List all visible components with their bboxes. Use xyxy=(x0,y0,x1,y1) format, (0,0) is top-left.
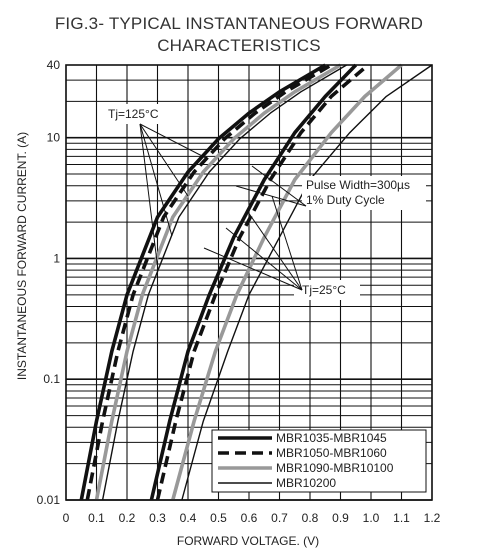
y-axis-label: INSTANTANEOUS FORWARD CURRENT. (A) xyxy=(15,131,29,381)
annotation-leader-line xyxy=(236,186,306,206)
x-tick-label: 0 xyxy=(62,511,70,525)
x-tick-label: 0.5 xyxy=(210,511,227,525)
legend-label-1: MBR1035-MBR1045 xyxy=(276,431,387,445)
legend-label-4: MBR10200 xyxy=(276,476,337,490)
tj-hot-label: Tj=125°C xyxy=(108,107,159,121)
legend xyxy=(212,430,426,492)
x-tick-label: 0.9 xyxy=(332,511,349,525)
annotation-leader-line xyxy=(140,124,158,270)
chart-title-line-2: CHARACTERISTICS xyxy=(157,36,321,55)
y-tick-label: 0.1 xyxy=(43,372,60,387)
legend-label-3: MBR1090-MBR10100 xyxy=(276,461,394,475)
chart-title-line-1: FIG.3- TYPICAL INSTANTANEOUS FORWARD xyxy=(54,14,424,33)
y-tick-label: 0.01 xyxy=(36,493,60,507)
x-tick-label: 1.1 xyxy=(393,511,410,525)
legend-label-2: MBR1050-MBR1060 xyxy=(276,446,387,460)
x-tick-label: 0.2 xyxy=(118,511,136,525)
pulse-width-label: Pulse Width=300µs xyxy=(306,178,410,192)
x-tick-label: 0.4 xyxy=(179,511,197,525)
x-tick-label: 0.7 xyxy=(271,511,288,525)
x-tick-label: 0.6 xyxy=(240,511,258,525)
duty-cycle-label: 1% Duty Cycle xyxy=(306,193,385,207)
annotation-leader-line xyxy=(140,124,206,158)
y-tick-label: 40 xyxy=(46,58,60,72)
x-tick-label: 0.8 xyxy=(301,511,319,525)
x-tick-label: 0.3 xyxy=(149,511,166,525)
x-axis-label: FORWARD VOLTAGE. (V) xyxy=(176,534,320,548)
x-tick-label: 1.0 xyxy=(362,511,380,525)
x-tick-label: 1.2 xyxy=(423,511,441,525)
y-tick-label: 1 xyxy=(53,251,60,266)
y-tick-label: 10 xyxy=(46,130,60,145)
x-tick-label: 0.1 xyxy=(88,511,105,525)
tj-cold-label: Tj=25°C xyxy=(302,283,346,297)
